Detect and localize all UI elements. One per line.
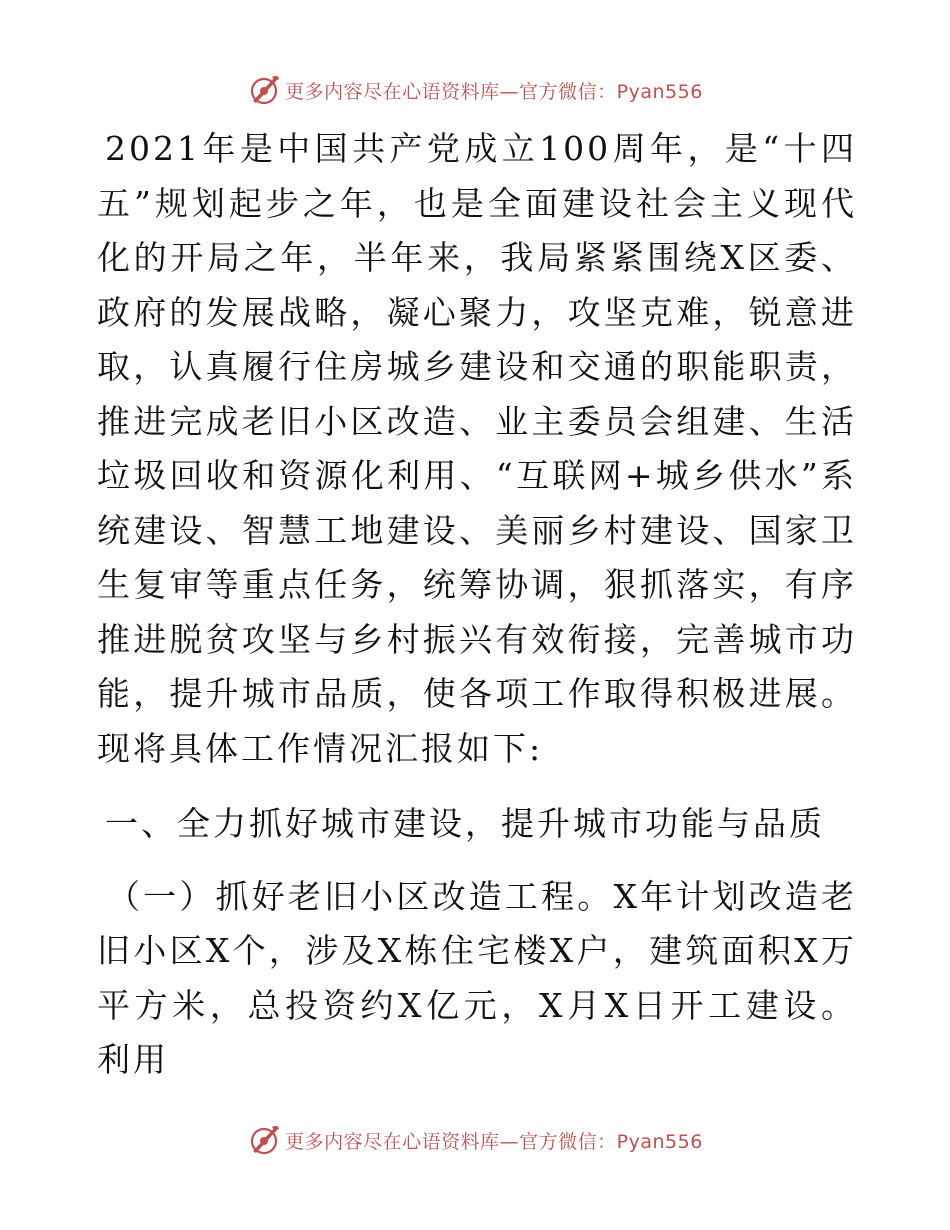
header-banner-text: 更多内容尽在心语资料库—官方微信：Pyan556 [285, 80, 703, 103]
header-banner [0, 70, 950, 110]
quill-pen-seal-icon [247, 1123, 281, 1157]
intro-paragraph: 2021年是中国共产党成立100周年，是“十四五”规划起步之年，也是全面建设社会主义现代化的开局之年，半年来，我局紧紧围绕X区委、政府的发展战略，凝心聚力，攻坚克难，锐意进取，认真履行住房城乡建设和交通的职能职责，推进完成老旧小区改造、业主委员会组建、生活垃圾回收和资源化利用、“互联网+城乡供水”系统建设、智慧工地建设、美丽乡村建设、国家卫生复审等重点任务，统筹协调，狠抓落实，有序推进脱贫攻坚与乡村振兴有效衔接，完善城市功能，提升城市品质，使各项工作取得积极进展。现将具体工作情况汇报如下: [97, 129, 857, 768]
quill-pen-seal-icon [247, 73, 281, 107]
document-body [97, 122, 857, 1088]
footer-banner [0, 1120, 950, 1160]
section-heading: 一、全力抓好城市建设，提升城市功能与品质 [105, 804, 825, 843]
footer-banner-text: 更多内容尽在心语资料库—官方微信：Pyan556 [285, 1130, 703, 1153]
subsection-paragraph: （一）抓好老旧小区改造工程。X年计划改造老旧小区X个，涉及X栋住宅楼X户，建筑面积X万平方米，总投资约X亿元，X月X日开工建设。利用 [97, 876, 857, 1079]
